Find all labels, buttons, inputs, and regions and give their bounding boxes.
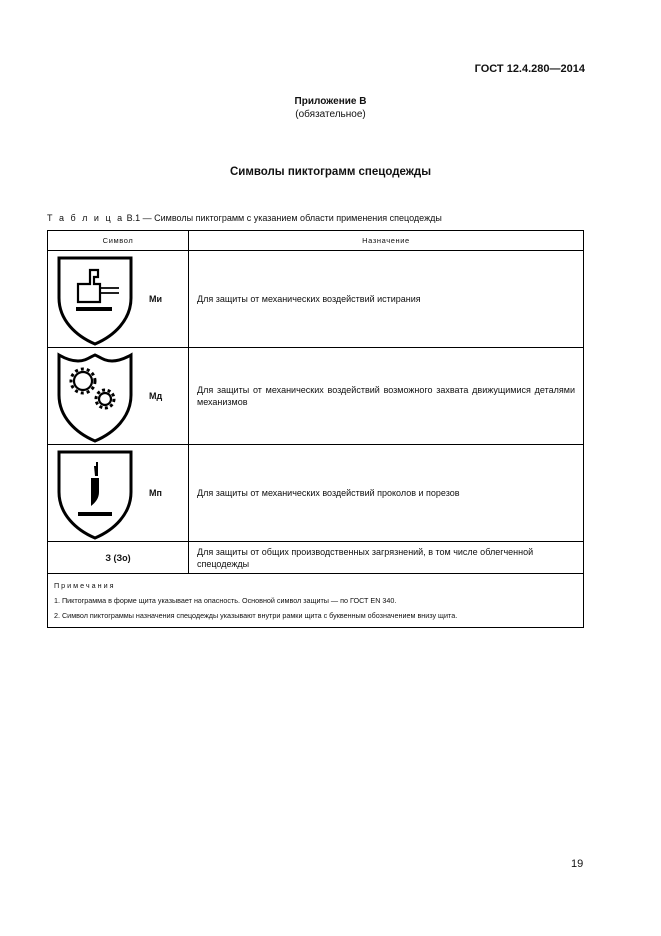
page-number: 19	[571, 858, 584, 870]
note-item: 1. Пиктограмма в форме щита указывает на опасность. Основной символ защиты — по ГОСТ EN 340.	[54, 596, 397, 605]
table-caption	[47, 213, 442, 223]
table-row	[48, 348, 584, 445]
appendix-block	[0, 95, 661, 121]
symbol-cell	[48, 251, 189, 348]
purpose-cell: Для защиты от общих производственных загрязнений, в том числе облегченной спецодежды	[189, 542, 584, 574]
section-heading: Символы пиктограмм спецодежды	[229, 166, 432, 178]
table-row	[48, 445, 584, 542]
notes-row	[48, 574, 584, 628]
purpose-cell: Для защиты от механических воздействий проколов и порезов	[189, 445, 584, 542]
symbol-code: Ми	[149, 294, 163, 304]
caption-prefix: Т а б л и ц а	[47, 213, 125, 223]
purpose-cell: Для защиты от механических воздействий возможного захвата движущимися деталями механизмов	[189, 348, 584, 445]
table-header-row	[48, 231, 584, 251]
symbol-code: Мп	[149, 488, 162, 498]
header-purpose: Назначение	[189, 231, 584, 251]
table-row	[48, 251, 584, 348]
note-item: 2. Символ пиктограммы назначения спецодежды указывают внутри рамки щита с буквенным обозначением внизу щита.	[54, 611, 458, 620]
header-symbol: Символ	[48, 231, 189, 251]
appendix-title: Приложение В	[294, 96, 367, 107]
shield-gears-icon	[56, 351, 134, 443]
appendix-subtitle: (обязательное)	[295, 109, 366, 120]
symbol-cell	[48, 348, 189, 445]
table-row	[48, 542, 584, 574]
symbol-cell	[48, 445, 189, 542]
symbol-code: З (Зо)	[48, 542, 189, 574]
standard-number: ГОСТ 12.4.280—2014	[474, 63, 585, 75]
purpose-cell: Для защиты от механических воздействий истирания	[189, 251, 584, 348]
caption-text: — Символы пиктограмм с указанием области применения спецодежды	[140, 213, 442, 223]
shield-abrasion-icon	[56, 254, 134, 346]
notes-heading: Примечания	[54, 581, 116, 590]
pictogram-table	[47, 230, 584, 628]
caption-number: В.1	[126, 213, 141, 223]
symbol-code: Мд	[149, 391, 163, 401]
shield-knife-icon	[56, 448, 134, 540]
notes-cell	[48, 574, 584, 628]
